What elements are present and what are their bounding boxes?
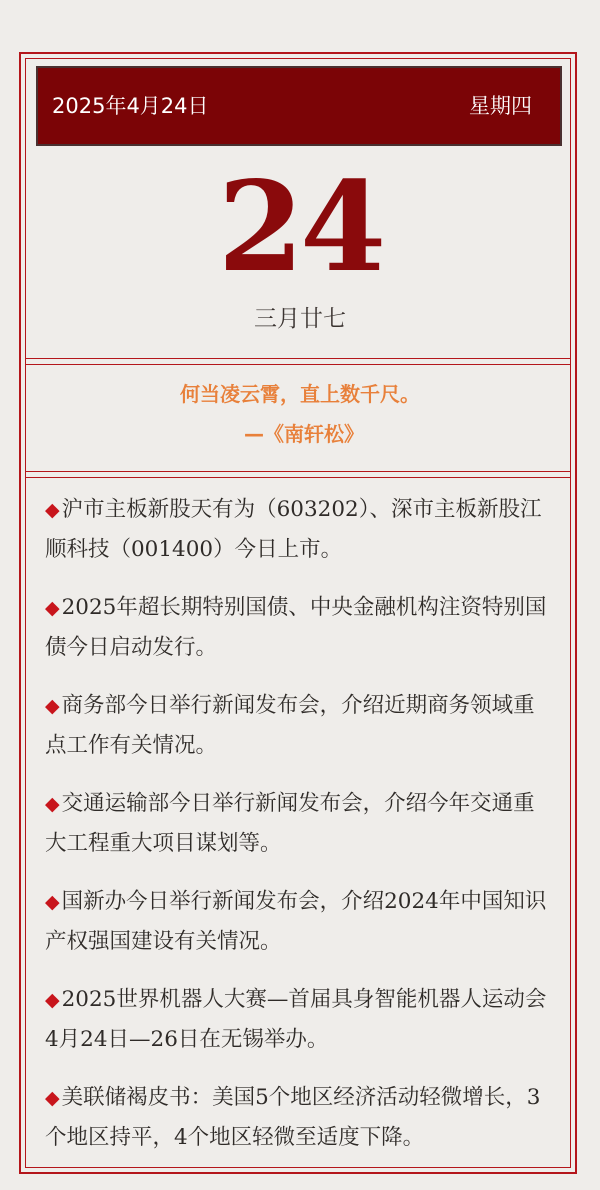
news-item xyxy=(45,784,550,864)
news-item-text: 2025年超长期特别国债、中央金融机构注资特别国债今日启动发行。 xyxy=(45,595,547,660)
news-item xyxy=(45,490,550,570)
news-item xyxy=(45,980,550,1060)
quote-text: 何当凌云霄，直上数千尺。 xyxy=(180,382,420,406)
diamond-bullet-icon: ◆ xyxy=(45,989,60,1011)
news-item-text: 国新办今日举行新闻发布会，介绍2024年中国知识产权强国建设有关情况。 xyxy=(45,889,547,954)
news-item xyxy=(45,882,550,962)
date-header xyxy=(36,66,562,146)
header-weekday: 星期四 xyxy=(469,94,532,118)
news-list xyxy=(45,490,550,1176)
news-item-text: 交通运输部今日举行新闻发布会，介绍今年交通重大工程重大项目谋划等。 xyxy=(45,791,535,856)
diamond-bullet-icon: ◆ xyxy=(45,1087,60,1109)
lunar-date: 三月廿七 xyxy=(254,306,346,332)
divider-top-1 xyxy=(25,358,571,359)
diamond-bullet-icon: ◆ xyxy=(45,597,60,619)
news-item-text: 沪市主板新股天有为（603202）、深市主板新股江顺科技（001400）今日上市。 xyxy=(45,497,542,562)
header-date: 2025年4月24日 xyxy=(52,94,209,118)
news-item xyxy=(45,686,550,766)
diamond-bullet-icon: ◆ xyxy=(45,793,60,815)
diamond-bullet-icon: ◆ xyxy=(45,499,60,521)
big-day-number: 24 xyxy=(217,155,383,300)
news-item xyxy=(45,588,550,668)
news-item-text: 2025世界机器人大赛—首届具身智能机器人运动会4月24日—26日在无锡举办。 xyxy=(45,987,547,1052)
divider-top-2 xyxy=(25,364,571,365)
quote-source: —《南轩松》 xyxy=(244,422,364,446)
divider-bottom-2 xyxy=(25,477,571,478)
news-item-text: 美联储褐皮书：美国5个地区经济活动轻微增长，3个地区持平，4个地区轻微至适度下降。 xyxy=(45,1085,541,1150)
diamond-bullet-icon: ◆ xyxy=(45,695,60,717)
diamond-bullet-icon: ◆ xyxy=(45,891,60,913)
news-item-text: 商务部今日举行新闻发布会，介绍近期商务领域重点工作有关情况。 xyxy=(45,693,535,758)
divider-bottom-1 xyxy=(25,471,571,472)
news-item xyxy=(45,1078,550,1158)
